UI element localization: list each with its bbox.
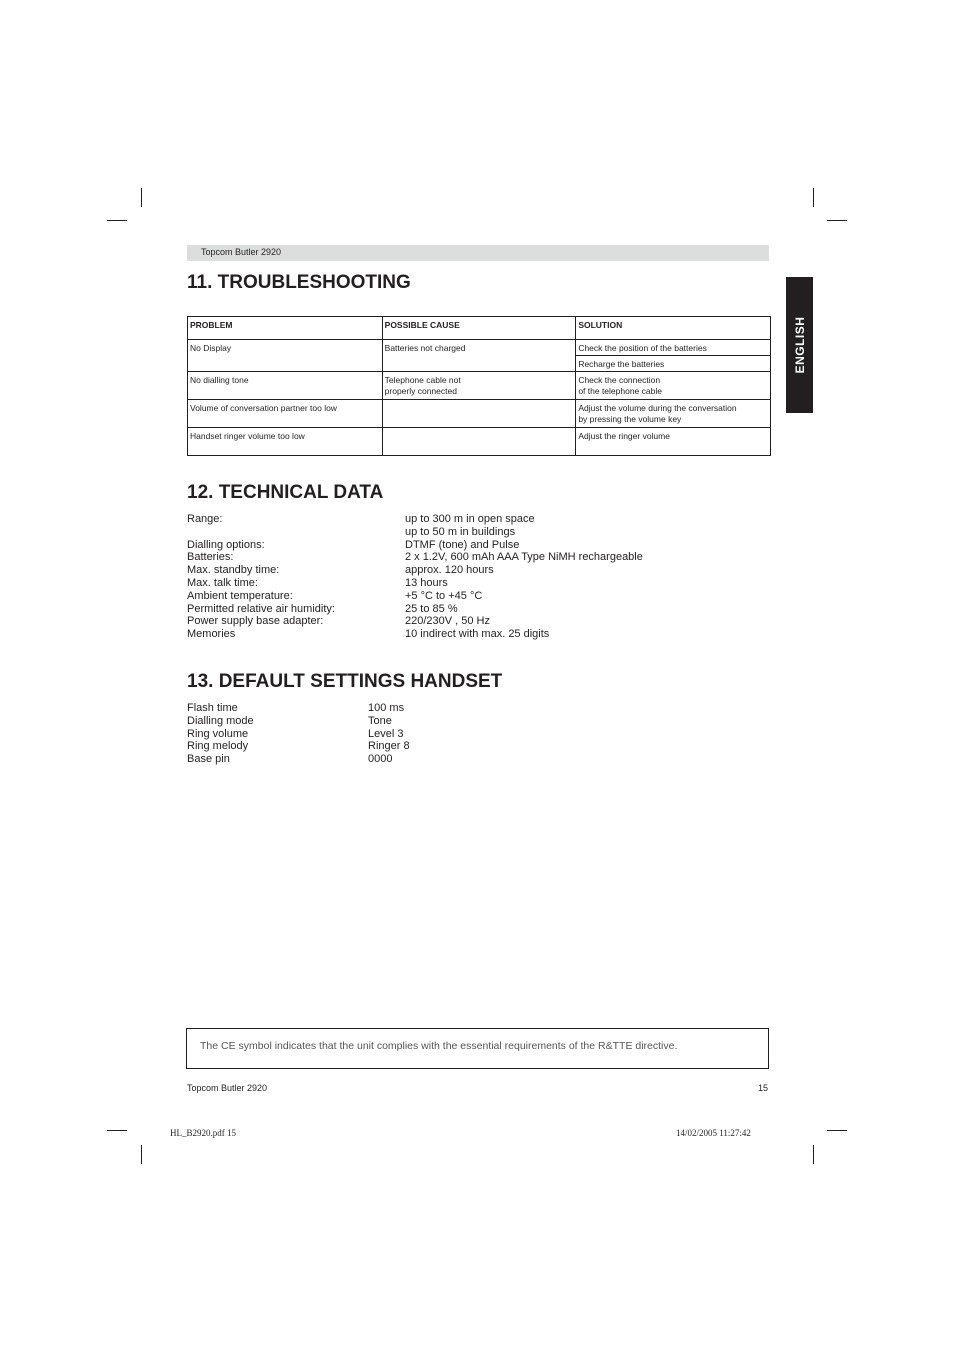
setting-row [187,715,487,728]
spec-value: 2 x 1.2V, 600 mAh AAA Type NiMH rechargeable [405,551,643,564]
problem-cell: No dialling tone [188,372,383,400]
spec-row [187,628,707,641]
spec-label: Power supply base adapter: [187,615,324,628]
crop-mark [827,220,847,221]
spec-row [187,564,707,577]
technical-data-list [187,513,707,641]
print-datetime: 14/02/2005 11:27:42 [676,1128,751,1138]
solution-line: Adjust the volume during the conversation [578,403,737,413]
setting-value: Tone [368,714,392,727]
spec-row [187,615,707,628]
setting-value: Ringer 8 [368,740,410,753]
solution-cell: Recharge the batteries [576,356,771,372]
setting-value: 100 ms [368,702,405,714]
default-settings-list [187,702,487,766]
column-header-cause: POSSIBLE CAUSE [382,317,576,340]
spec-label: Ambient temperature: [187,589,293,602]
setting-label: Base pin [187,753,230,766]
table-row [188,340,771,356]
spec-label: Max. talk time: [187,576,258,589]
spec-value: 25 to 85 % [405,602,458,615]
solution-line: Check the connection [578,375,661,385]
problem-cell: No Display [188,340,383,372]
cause-cell [382,372,576,400]
spec-value: 220/230V , 50 Hz [405,615,491,628]
spec-label: Max. standby time: [187,564,280,577]
problem-cell: Handset ringer volume too low [188,428,383,456]
spec-row [187,526,707,539]
setting-value: Level 3 [368,727,404,740]
cause-cell [382,400,576,428]
solution-cell [576,428,771,456]
spec-row [187,577,707,590]
table-header-row [188,317,771,340]
setting-label: Flash time [187,702,238,714]
column-header-solution: SOLUTION [576,317,771,340]
cause-cell [382,428,576,456]
spec-row [187,539,707,552]
spec-label: Permitted relative air humidity: [187,602,335,615]
solution-line: of the telephone cable [578,386,662,396]
setting-row [187,728,487,741]
setting-row [187,753,487,766]
problem-cell: Volume of conversation partner too low [188,400,383,428]
setting-label: Ring melody [187,740,249,753]
setting-label: Ring volume [187,727,249,740]
spec-value: 10 indirect with max. 25 digits [405,628,550,641]
column-header-problem: PROBLEM [188,317,383,340]
footer-product: Topcom Butler 2920 [187,1083,268,1093]
setting-label: Dialling mode [187,714,254,727]
language-tab-label: ENGLISH [792,316,807,374]
technical-data-title: 12. TECHNICAL DATA [187,482,384,503]
solution-cell [576,400,771,428]
crop-mark [827,1130,847,1131]
solution-line: by pressing the volume key [578,414,682,424]
spec-value: +5 °C to +45 °C [405,589,483,602]
troubleshooting-table [187,316,771,456]
cause-cell: Batteries not charged [382,340,576,372]
table-row [188,372,771,400]
setting-value: 0000 [368,753,393,766]
spec-value: 13 hours [405,576,448,589]
crop-mark [141,188,142,207]
solution-cell [576,372,771,400]
spec-value: approx. 120 hours [405,564,494,577]
setting-row [187,740,487,753]
crop-mark [107,1130,127,1131]
spec-row [187,603,707,616]
language-tab [786,277,813,413]
spec-row [187,551,707,564]
solution-line: Adjust the ringer volume [578,431,670,441]
spec-label: Memories [187,628,236,641]
table-row [188,400,771,428]
spec-row [187,513,707,526]
page-number: 15 [758,1083,769,1093]
ce-notice-text: The CE symbol indicates that the unit complies with the essential requirements of the R&TTE directive. [200,1040,678,1052]
crop-mark [813,1145,814,1164]
cause-line: Telephone cable not [384,375,461,385]
spec-value: up to 300 m in open space [405,513,535,525]
setting-row [187,702,487,715]
solution-cell: Check the position of the batteries [576,340,771,356]
spec-label: Batteries: [187,551,234,564]
print-file-name: HL_B2920.pdf 15 [170,1128,236,1138]
spec-value: DTMF (tone) and Pulse [405,538,520,551]
spec-row [187,590,707,603]
crop-mark [813,188,814,207]
cause-line: properly connected [384,386,457,396]
default-settings-title: 13. DEFAULT SETTINGS HANDSET [187,671,503,692]
table-row [188,428,771,456]
running-header-text: Topcom Butler 2920 [201,247,282,257]
spec-label: Range: [187,513,223,525]
crop-mark [107,220,127,221]
troubleshooting-title: 11. TROUBLESHOOTING [187,272,411,293]
spec-label: Dialling options: [187,538,265,551]
crop-mark [141,1145,142,1164]
spec-value: up to 50 m in buildings [405,525,516,538]
